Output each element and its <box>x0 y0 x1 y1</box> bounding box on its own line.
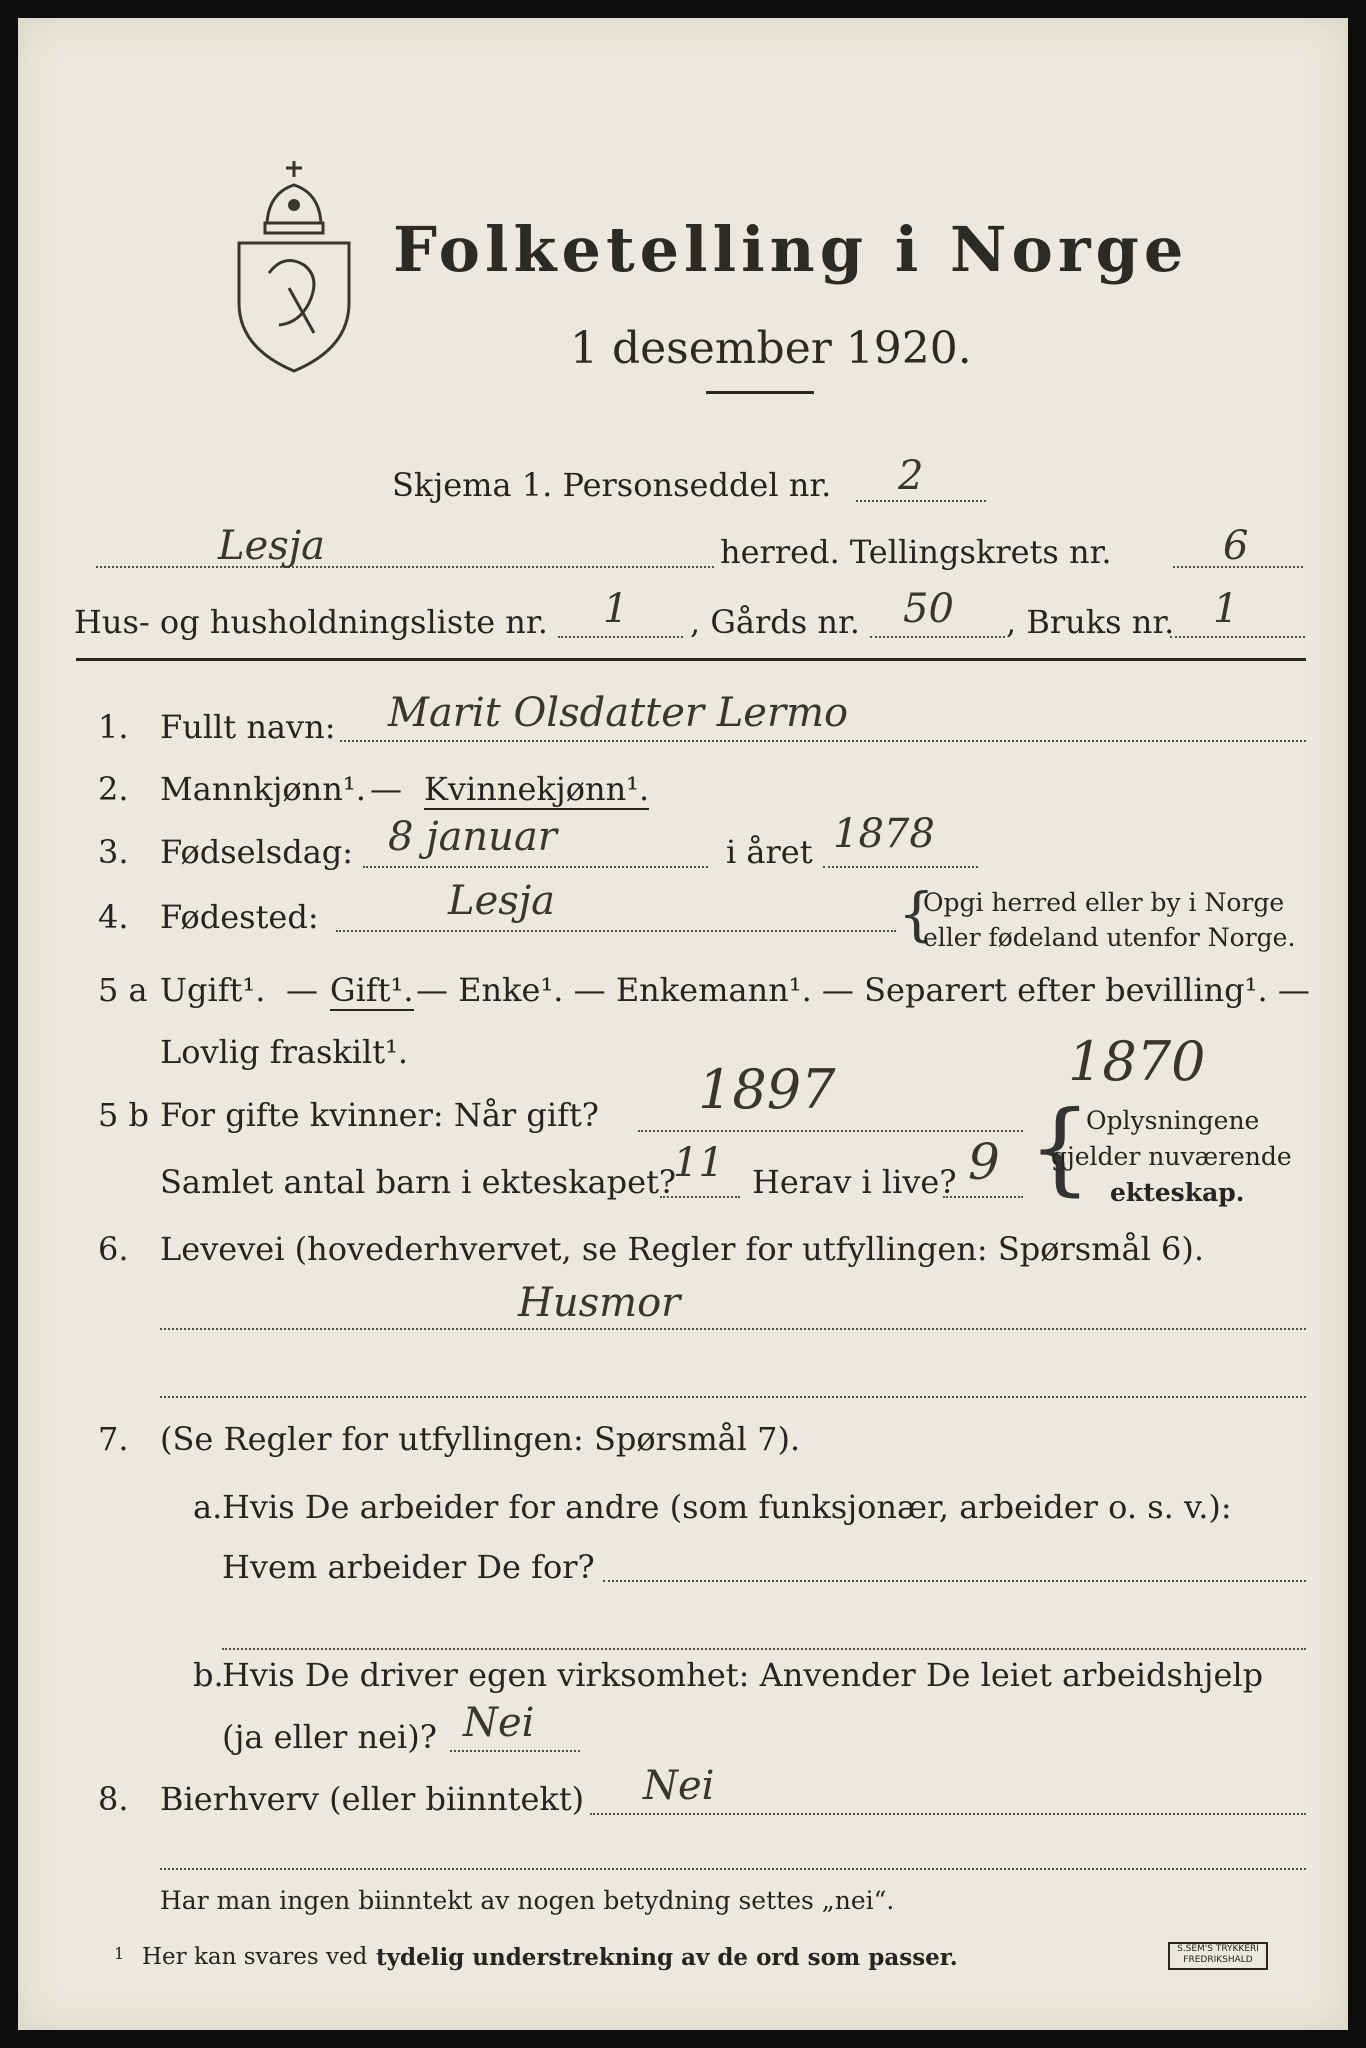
item-5b-note-3: ekteskap. <box>1110 1178 1245 1207</box>
item-4-label: Fødested: <box>160 898 319 936</box>
item-5b-label: For gifte kvinner: Når gift? <box>160 1096 599 1134</box>
title-divider <box>706 391 814 394</box>
husholdning-value: 1 <box>603 586 629 632</box>
item-2-sep: — <box>370 770 402 808</box>
item-7a-text: Hvis De arbeider for andre (som funksjonær, arbeider o. s. v.): <box>222 1488 1232 1526</box>
item-3-year-label: i året <box>726 833 813 871</box>
birthday-value: 8 januar <box>388 814 557 860</box>
item-2-number: 2. <box>98 770 129 808</box>
gards-label: , Gårds nr. <box>690 603 860 641</box>
item-1-label: Fullt navn: <box>160 708 336 746</box>
leiet-arbeidshjelp-value: Nei <box>463 1700 535 1746</box>
item-6-label: Levevei (hovederhvervet, se Regler for utfyllingen: Spørsmål 6). <box>160 1230 1205 1268</box>
alive-value: 9 <box>968 1133 1000 1191</box>
item-7b-text: Hvis De driver egen virksomhet: Anvender De leiet arbeidshjelp <box>222 1656 1264 1694</box>
gards-value: 50 <box>903 586 954 632</box>
form-title: Folketelling i Norge <box>393 213 1189 286</box>
birth-year-value: 1878 <box>833 811 935 857</box>
item-4-note-2: eller fødeland utenfor Norge. <box>923 923 1296 952</box>
item-4-brace: { <box>898 880 935 948</box>
bruks-value: 1 <box>1213 586 1239 632</box>
header-divider <box>76 658 1306 661</box>
item-5b-note-2: gjelder nuværende <box>1051 1142 1292 1171</box>
occupation-value: Husmor <box>518 1280 681 1326</box>
item-7b-question: (ja eller nei)? <box>222 1718 437 1756</box>
item-7a-question: Hvem arbeider De for? <box>222 1548 595 1586</box>
item-5b-note-1: Oplysningene <box>1086 1106 1260 1135</box>
husholdning-label: Hus- og husholdningsliste nr. <box>74 603 548 641</box>
printer-stamp-line-2: FREDRIKSHALD <box>1183 1955 1253 1965</box>
item-1-number: 1. <box>98 708 129 746</box>
item-5a-number: 5 a <box>98 971 148 1009</box>
item-5a-line2: Lovlig fraskilt¹. <box>160 1033 409 1071</box>
schema-label: Skjema 1. Personseddel nr. <box>392 466 832 504</box>
item-8-number: 8. <box>98 1780 129 1818</box>
bottom-note: Har man ingen biinntekt av nogen betydning settes „nei“. <box>160 1886 895 1915</box>
item-5a-rest: — Enke¹. — Enkemann¹. — Separert efter bevilling¹. — <box>416 971 1310 1009</box>
item-5a-gift-underlined: Gift¹. <box>330 971 414 1009</box>
footnote-bold-text: tydelig understrekning av de ord som passer. <box>376 1944 958 1971</box>
marginal-note-value: 1870 <box>1068 1030 1206 1093</box>
form-date: 1 desember 1920. <box>570 323 972 374</box>
item-3-label: Fødselsdag: <box>160 833 354 871</box>
norwegian-coat-of-arms <box>229 153 359 378</box>
item-5a-sep1: — <box>286 971 318 1009</box>
item-3-number: 3. <box>98 833 129 871</box>
item-5a-ugift: Ugift¹. <box>160 971 266 1009</box>
footnote-text: Her kan svares ved <box>142 1944 368 1970</box>
printer-stamp-line-1: S.SEM'S TRYKKERI <box>1177 1944 1259 1954</box>
item-7b-letter: b. <box>193 1656 224 1694</box>
item-8-label: Bierhverv (eller biinntekt) <box>160 1780 585 1818</box>
tellingskrets-value: 6 <box>1223 523 1249 569</box>
birthplace-value: Lesja <box>448 878 556 924</box>
item-4-note-1: Opgi herred eller by i Norge <box>923 888 1285 917</box>
item-2-male: Mannkjønn¹. <box>160 770 366 808</box>
item-7-number: 7. <box>98 1420 129 1458</box>
item-5b-brace: { <box>1028 1089 1092 1206</box>
married-year-value: 1897 <box>698 1058 836 1121</box>
item-6-number: 6. <box>98 1230 129 1268</box>
item-2-female-underlined: Kvinnekjønn¹. <box>424 770 650 808</box>
bruks-label: , Bruks nr. <box>1006 603 1175 641</box>
item-7-label: (Se Regler for utfyllingen: Spørsmål 7). <box>160 1420 801 1458</box>
census-form-sheet <box>18 18 1348 2030</box>
printer-stamp <box>1168 1942 1268 1970</box>
full-name-value: Marit Olsdatter Lermo <box>388 690 849 736</box>
item-5b-alive-label: Herav i live? <box>752 1163 957 1201</box>
children-value: 11 <box>673 1140 724 1186</box>
item-7a-letter: a. <box>193 1488 223 1526</box>
item-5b-children-label: Samlet antal barn i ekteskapet? <box>160 1163 677 1201</box>
item-5b-number: 5 b <box>98 1096 150 1134</box>
footnote-marker: 1 <box>114 1944 125 1963</box>
side-income-value: Nei <box>643 1763 715 1809</box>
personseddel-value: 2 <box>898 453 924 499</box>
herred-value: Lesja <box>218 523 326 569</box>
herred-label: herred. Tellingskrets nr. <box>720 533 1112 571</box>
item-4-number: 4. <box>98 898 129 936</box>
